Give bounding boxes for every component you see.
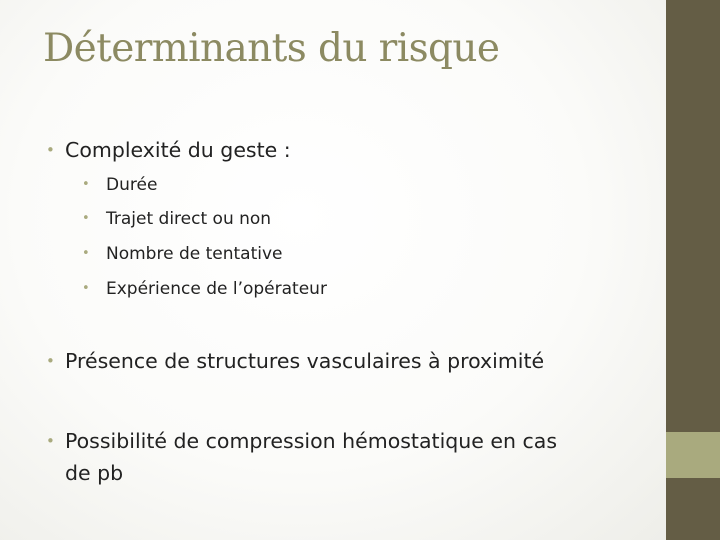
sub-bullet-text: Durée [106, 175, 158, 195]
bullet-dot-icon: • [46, 141, 55, 159]
bullet-dot-icon: • [82, 211, 90, 226]
sidebar-dark-band-bottom [666, 478, 720, 540]
bullet-text: de pb [65, 461, 124, 485]
sub-bullet-text: Nombre de tentative [106, 244, 283, 264]
sidebar-dark-band [666, 0, 720, 432]
bullet-dot-icon: • [46, 352, 55, 370]
sidebar-accent-band [666, 432, 720, 478]
bullet-dot-icon: • [82, 281, 90, 296]
bullet-text: Complexité du geste : [65, 138, 291, 162]
bullet-dot-icon: • [82, 177, 90, 192]
decorative-sidebar [666, 0, 720, 540]
bullet-text: Possibilité de compression hémostatique en cas [65, 429, 558, 453]
slide-title: Déterminants du risque [43, 26, 500, 71]
bullet-text: Présence de structures vasculaires à proximité [65, 349, 545, 373]
bullet-dot-icon: • [46, 432, 55, 450]
sub-bullet-text: Expérience de l’opérateur [106, 279, 327, 299]
sub-bullet-text: Trajet direct ou non [106, 209, 272, 229]
bullet-dot-icon: • [82, 246, 90, 261]
